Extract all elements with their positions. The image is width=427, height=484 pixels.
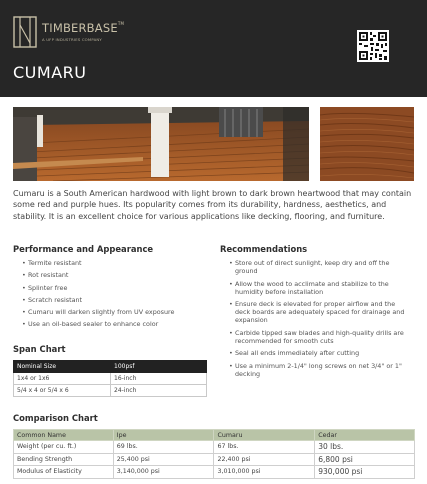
list-item: • Cumaru will darken slightly from UV exposure <box>13 307 213 319</box>
list-item: • Termite resistant <box>13 258 213 270</box>
timberbase-logo-icon <box>13 16 37 48</box>
table-cell: 6,800 psi <box>315 453 415 466</box>
column-header: 100psf <box>111 361 207 373</box>
header-banner <box>0 0 427 97</box>
deck-photo <box>13 107 309 181</box>
recommendations-list <box>220 259 410 382</box>
table-cell: Weight (per cu. ft.) <box>14 441 114 454</box>
table-row <box>14 453 415 466</box>
column-header: Nominal Size <box>14 361 111 373</box>
span-chart-heading: Span Chart <box>13 344 66 354</box>
column-header: Cedar <box>315 430 415 441</box>
table-cell: Bending Strength <box>14 453 114 466</box>
table-cell: 24-inch <box>111 385 207 397</box>
qr-code-icon[interactable] <box>357 30 389 62</box>
table-cell: 5/4 x 4 or 5/4 x 6 <box>14 385 111 397</box>
performance-list <box>13 258 213 332</box>
table-cell: 16-inch <box>111 373 207 385</box>
table-row <box>14 373 207 385</box>
column-header: Common Name <box>14 430 114 441</box>
column-header: Ipe <box>113 430 214 441</box>
table-cell: 3,010,000 psi <box>214 466 315 479</box>
recommendations-heading: Recommendations <box>220 244 308 254</box>
table-cell: 1x4 or 1x6 <box>14 373 111 385</box>
list-item: • Allow the wood to acclimate and stabilize to the humidity before installation <box>220 280 410 296</box>
list-item: • Store out of direct sunlight, keep dry and off the ground <box>220 259 410 275</box>
table-header-row <box>14 361 207 373</box>
brand-name: TIMBERBASE™ <box>42 21 125 35</box>
table-cell: 69 lbs. <box>113 441 214 454</box>
table-cell: 25,400 psi <box>113 453 214 466</box>
page-title: CUMARU <box>13 63 87 82</box>
column-header: Cumaru <box>214 430 315 441</box>
list-item: • Scratch resistant <box>13 295 213 307</box>
list-item: • Splinter free <box>13 283 213 295</box>
span-chart-table <box>13 360 207 397</box>
table-cell: 3,140,000 psi <box>113 466 214 479</box>
comparison-chart-table <box>13 429 415 479</box>
list-item: • Carbide tipped saw blades and high-quality drills are recommended for smooth cuts <box>220 329 410 345</box>
list-item: • Use a minimum 2-1/4" long screws on net 3/4" or 1" decking <box>220 362 410 378</box>
table-cell: Modulus of Elasticity <box>14 466 114 479</box>
table-row <box>14 441 415 454</box>
brand-tagline: A UFP INDUSTRIES COMPANY <box>42 37 102 42</box>
table-cell: 30 lbs. <box>315 441 415 454</box>
wood-grain-photo <box>320 107 414 181</box>
table-row <box>14 385 207 397</box>
list-item: • Use an oil-based sealer to enhance color <box>13 319 213 331</box>
table-cell: 67 lbs. <box>214 441 315 454</box>
intro-paragraph: Cumaru is a South American hardwood with light brown to dark brown heartwood that may contain some red and purple hues. Its popularity comes from its durability, hardness, aesthetics, and stability. It is an excellent choice for various applications like decking, flooring, and furniture. <box>13 189 412 221</box>
list-item: • Rot resistant <box>13 270 213 282</box>
list-item: • Ensure deck is elevated for proper airflow and the deck boards are adequately spaced for drainage and expansion <box>220 300 410 324</box>
comparison-chart-heading: Comparison Chart <box>13 413 98 423</box>
table-cell: 930,000 psi <box>315 466 415 479</box>
list-item: • Seal all ends immediately after cutting <box>220 349 410 357</box>
table-cell: 22,400 psi <box>214 453 315 466</box>
table-header-row <box>14 430 415 441</box>
brand-logo <box>13 16 133 48</box>
performance-heading: Performance and Appearance <box>13 244 154 254</box>
table-row <box>14 466 415 479</box>
